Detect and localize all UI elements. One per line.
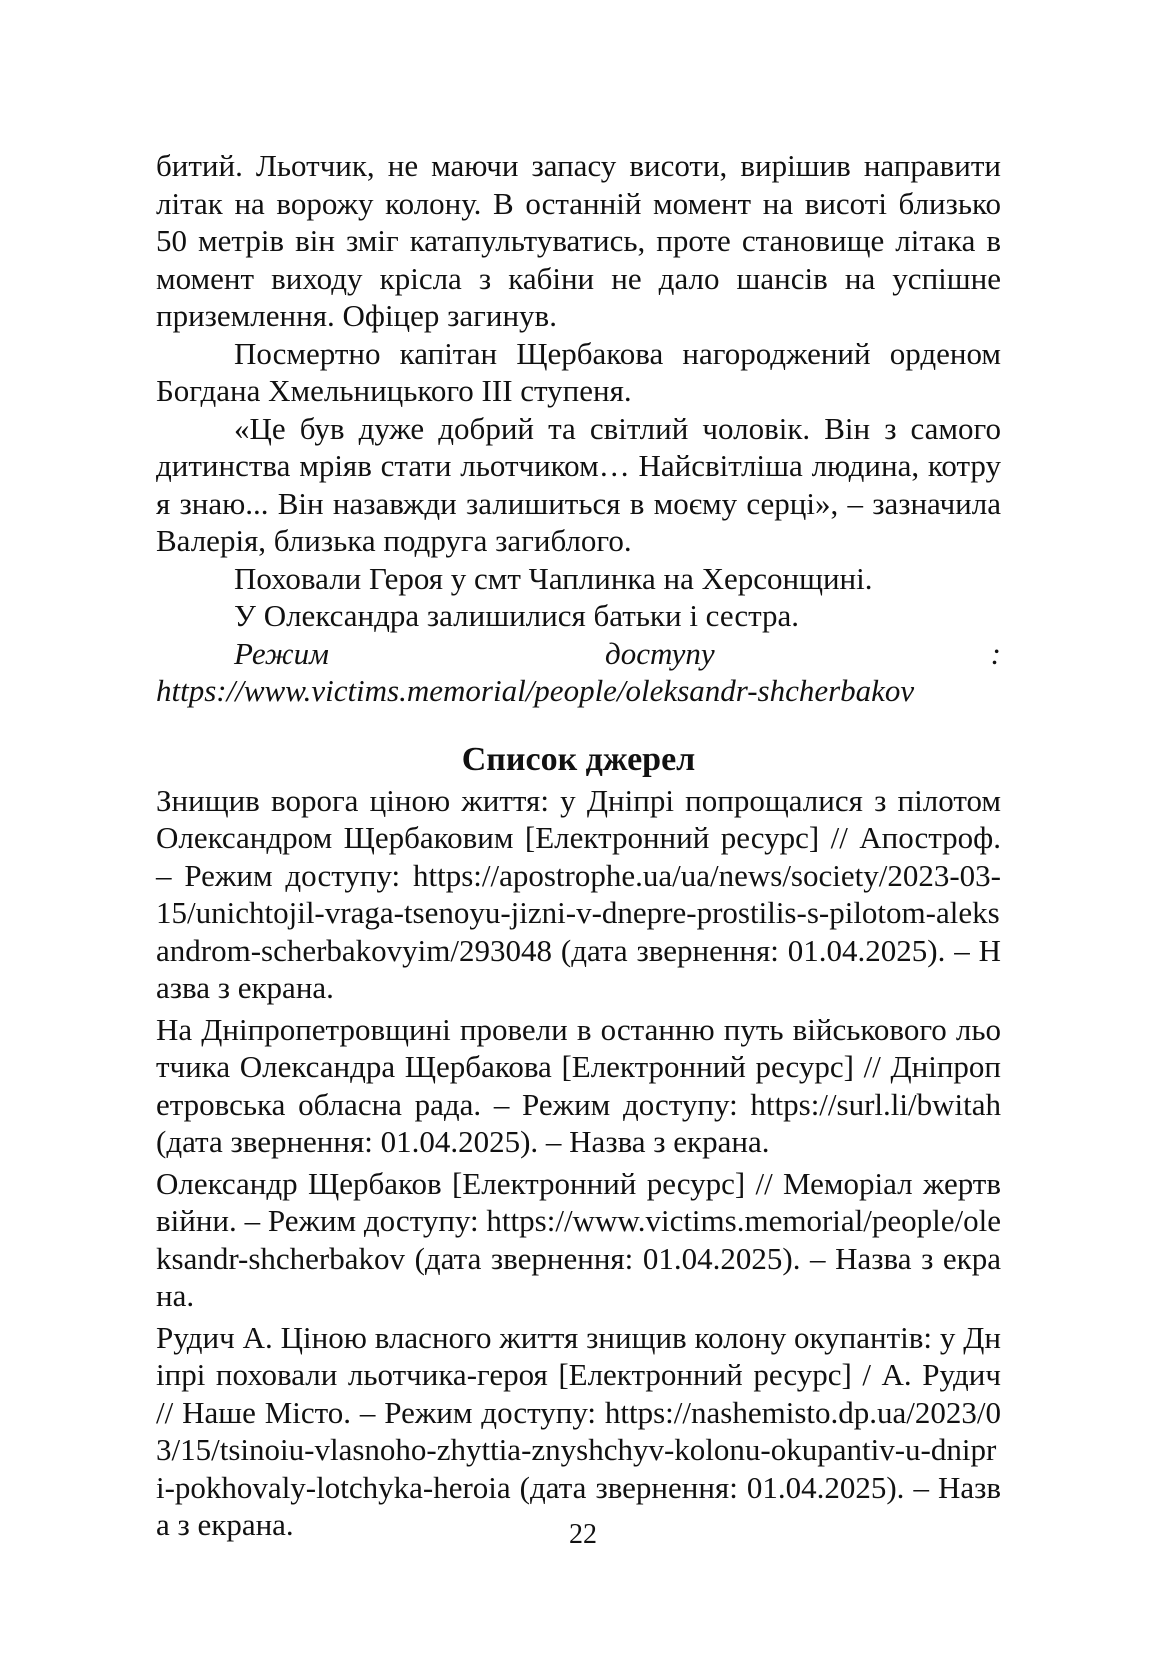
source-item: Знищив ворога ціною життя: у Дніпрі попрощалися з пілотом Олександром Щербаковим [Електронний ресурс] // Апостроф. – Режим доступу: https://apostrophe.ua/ua/news/society/2023-03-15/unichtojil-vraga-tsenoyu-jizni-v-dnepre-prostilis-s-pilotom-aleksandrom-scherbakovyim/293048 (дата звернення: 01.04.2025). – Назва з екрана. [156, 782, 1001, 1005]
page-body [156, 147, 1001, 1548]
source-item: На Дніпропетровщині провели в останню путь військового льотчика Олександра Щербакова [Електронний ресурс] // Дніпропетровська обласна рада. – Режим доступу: https://surl.li/bwitah (дата звернення: 01.04.2025). – Назва з екрана. [156, 1011, 1001, 1159]
body-paragraph: битий. Льотчик, не маючи запасу висоти, вирішив направити літак на ворожу колону. В останній момент на висоті близько 50 метрів він зміг катапультуватись, проте становище літака в момент виходу крісла з кабіни не дало шансів на успішне приземлення. Офіцер загинув. [156, 148, 1001, 333]
body-paragraph: У Олександра залишилися батьки і сестра. [234, 598, 800, 633]
section-title: Список джерел [461, 740, 696, 778]
body-paragraph: Поховали Героя у смт Чаплинка на Херсонщині. [234, 560, 873, 596]
body-paragraph: Посмертно капітан Щербакова нагороджений орденом Богдана Хмельницького ІІІ ступеня. [156, 335, 1001, 408]
access-reference: Режим доступу : https://www.victims.memorial/people/oleksandr-shcherbakov [156, 635, 1001, 708]
source-item: Рудич А. Ціною власного життя знищив колону окупантів: у Дніпрі поховали льотчика-героя [Електронний ресурс] / А. Рудич // Наше Місто. – Режим доступу: https://nashemisto.dp.ua/2023/03/15/tsinoiu-vlasnoho-zhyttia-znyshchyv-kolonu-okupantiv-u-dnipri-pokhovaly-lotchyka-heroia (дата звернення: 01.04.2025). – Назва з екрана. [156, 1319, 1001, 1542]
sources-list [156, 782, 1001, 1544]
source-item: Олександр Щербаков [Електронний ресурс] // Меморіал жертв війни. – Режим доступу: https://www.victims.memorial/people/oleksandr-shcherbakov (дата звернення: 01.04.2025). – Назва з екрана. [156, 1165, 1001, 1313]
page-number: 22 [569, 1519, 597, 1550]
quote-paragraph: «Це був дуже добрий та світлий чоловік. Він з самого дитинства мріяв стати льотчиком… Найсвітліша людина, котру я знаю... Він назавжди залишиться в моєму серці», – зазначила Валерія, близька подруга загиблого. [156, 410, 1001, 558]
